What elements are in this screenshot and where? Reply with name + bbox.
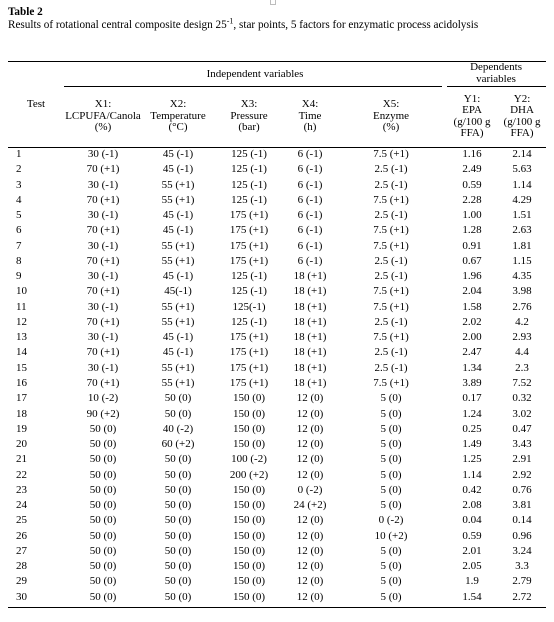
table-cell: 30 (-1): [87, 361, 119, 374]
table-cell: 30 (-1): [87, 209, 119, 222]
table-cell: 1.9: [465, 575, 479, 588]
table-cell: 5 (0): [380, 392, 402, 405]
header-x3-pressure: X3: Pressure (bar): [230, 98, 268, 134]
table-description: Results of rotational central composite design $25^{-1}$, star points, 5 factors for enzymatic process acidolysis: [8, 16, 479, 31]
table-cell: 1.25: [462, 453, 482, 466]
table-row: [8, 223, 546, 238]
table-cell: 2.5 (-1): [374, 270, 408, 283]
table-cell: 7.5 (+1): [373, 239, 409, 252]
table-cell: 12 (0): [296, 544, 324, 557]
table-cell: 1.58: [462, 300, 482, 313]
table-cell: 2.5 (-1): [374, 254, 408, 267]
table-cell: 12 (0): [296, 453, 324, 466]
table-row: [8, 391, 546, 406]
table-cell: 45 (-1): [162, 209, 194, 222]
table-cell: 1.14: [462, 468, 482, 481]
table-cell: 1.49: [462, 438, 482, 451]
table-row: [8, 574, 546, 589]
table-cell: 50 (0): [89, 590, 117, 603]
table-cell: 150 (0): [232, 483, 266, 496]
table-row: [8, 422, 546, 437]
table-cell: 1.24: [462, 407, 482, 420]
table-cell: 2.5 (-1): [374, 315, 408, 328]
table-cell: 6 (-1): [297, 239, 323, 252]
page-marker: [270, 0, 276, 5]
table-cell: 0.59: [462, 178, 482, 191]
test-number-cell: 22: [16, 468, 27, 481]
test-number-cell: 2: [16, 163, 22, 176]
table-cell: 5 (0): [380, 590, 402, 603]
table-cell: 0.14: [512, 514, 532, 527]
table-cell: 1.00: [462, 209, 482, 222]
table-cell: 70 (+1): [86, 193, 120, 206]
table-cell: 125 (-1): [231, 163, 267, 176]
table-cell: 30 (-1): [87, 331, 119, 344]
table-cell: 125 (-1): [231, 148, 267, 160]
table-cell: 50 (0): [89, 544, 117, 557]
table-cell: 3.98: [512, 285, 532, 298]
table-cell: 175 (+1): [229, 376, 269, 389]
table-cell: 55 (+1): [161, 178, 195, 191]
table-cell: 12 (0): [296, 392, 324, 405]
table-cell: 50 (0): [89, 468, 117, 481]
table-row: [8, 178, 546, 193]
table-row: [8, 269, 546, 284]
table-cell: 45 (-1): [162, 331, 194, 344]
table-row: [8, 300, 546, 315]
table-row: [8, 284, 546, 299]
table-cell: 125 (-1): [231, 270, 267, 283]
table-cell: 150 (0): [232, 422, 266, 435]
test-number-cell: 7: [16, 239, 22, 252]
table-cell: 70 (+1): [86, 285, 120, 298]
test-number-cell: 12: [16, 315, 27, 328]
test-number-cell: 15: [16, 361, 27, 374]
test-number-cell: 25: [16, 514, 27, 527]
table-cell: 0.32: [512, 392, 532, 405]
table-row: [8, 147, 546, 162]
table-cell: 1.81: [512, 239, 532, 252]
table-cell: 175 (+1): [229, 346, 269, 359]
table-cell: 50 (0): [89, 453, 117, 466]
table-cell: 50 (0): [164, 407, 192, 420]
table-cell: 30 (-1): [87, 300, 119, 313]
test-number-cell: 18: [16, 407, 27, 420]
table-cell: 50 (0): [164, 544, 192, 557]
table-cell: 2.14: [512, 148, 532, 160]
table-cell: 3.89: [462, 376, 482, 389]
table-cell: 55 (+1): [161, 254, 195, 267]
table-cell: 50 (0): [164, 575, 192, 588]
table-cell: 7.5 (+1): [373, 285, 409, 298]
table-cell: 55 (+1): [161, 376, 195, 389]
table-row: [8, 513, 546, 528]
header-dependent-variables: Dependents variables: [470, 61, 522, 85]
table-caption: [8, 6, 548, 32]
table-cell: 125 (-1): [231, 285, 267, 298]
table-cell: 6 (-1): [297, 148, 323, 160]
table-cell: 2.76: [512, 300, 532, 313]
table-bottom-rule: [8, 607, 546, 608]
test-number-cell: 17: [16, 392, 27, 405]
table-cell: 12 (0): [296, 529, 324, 542]
table-cell: 70 (+1): [86, 224, 120, 237]
results-table: [8, 61, 546, 605]
table-cell: 2.5 (-1): [374, 361, 408, 374]
header-x5-enzyme: X5: Enzyme (%): [372, 98, 410, 134]
table-cell: 7.5 (+1): [373, 224, 409, 237]
table-cell: 55 (+1): [161, 300, 195, 313]
table-row: [8, 529, 546, 544]
table-cell: 3.3: [515, 560, 529, 573]
test-number-cell: 20: [16, 438, 27, 451]
table-cell: 5 (0): [380, 422, 402, 435]
table-cell: 4.2: [515, 315, 529, 328]
table-row: [8, 376, 546, 391]
table-row: [8, 254, 546, 269]
table-cell: 2.5 (-1): [374, 209, 408, 222]
test-number-cell: 9: [16, 270, 22, 283]
table-cell: 1.54: [462, 590, 482, 603]
table-cell: 3.24: [512, 544, 532, 557]
table-cell: 50 (0): [89, 529, 117, 542]
table-cell: 2.72: [512, 590, 532, 603]
table-cell: 5 (0): [380, 453, 402, 466]
table-cell: 18 (+1): [293, 285, 327, 298]
test-number-cell: 30: [16, 590, 27, 603]
test-number-cell: 28: [16, 560, 27, 573]
table-cell: 1.96: [462, 270, 482, 283]
table-cell: 18 (+1): [293, 331, 327, 344]
table-cell: 100 (-2): [231, 453, 267, 466]
table-row: [8, 544, 546, 559]
table-cell: 3.43: [512, 438, 532, 451]
table-cell: 30 (-1): [87, 148, 119, 160]
table-cell: 5 (0): [380, 407, 402, 420]
table-cell: 6 (-1): [297, 209, 323, 222]
table-row: [8, 437, 546, 452]
table-cell: 18 (+1): [293, 315, 327, 328]
table-cell: 12 (0): [296, 468, 324, 481]
table-row: [8, 468, 546, 483]
table-cell: 6 (-1): [297, 193, 323, 206]
table-row: [8, 452, 546, 467]
header-x1-lcpufa-canola: X1: LCPUFA/Canola (%): [65, 98, 141, 134]
test-number-cell: 6: [16, 224, 22, 237]
table-cell: 200 (+2): [229, 468, 269, 481]
table-cell: 50 (0): [164, 453, 192, 466]
table-cell: 3.02: [512, 407, 532, 420]
table-cell: 2.5 (-1): [374, 163, 408, 176]
test-number-cell: 23: [16, 483, 27, 496]
table-cell: 50 (0): [164, 560, 192, 573]
table-cell: 40 (-2): [162, 422, 194, 435]
test-number-cell: 13: [16, 331, 27, 344]
table-cell: 70 (+1): [86, 346, 120, 359]
table-cell: 1.15: [512, 254, 532, 267]
table-cell: 0.25: [462, 422, 482, 435]
table-cell: 150 (0): [232, 544, 266, 557]
table-cell: 50 (0): [89, 575, 117, 588]
table-cell: 12 (0): [296, 422, 324, 435]
table-cell: 18 (+1): [293, 300, 327, 313]
table-cell: 7.5 (+1): [373, 331, 409, 344]
table-cell: 175 (+1): [229, 239, 269, 252]
table-cell: 0.17: [462, 392, 482, 405]
table-cell: 150 (0): [232, 407, 266, 420]
table-cell: 2.5 (-1): [374, 346, 408, 359]
table-cell: 5 (0): [380, 575, 402, 588]
table-cell: 7.5 (+1): [373, 376, 409, 389]
table-row: [8, 208, 546, 223]
table-cell: 45(-1): [164, 285, 192, 298]
table-cell: 45 (-1): [162, 270, 194, 283]
table-cell: 0.47: [512, 422, 532, 435]
table-cell: 55 (+1): [161, 193, 195, 206]
table-cell: 7.5 (+1): [373, 193, 409, 206]
table-cell: 24 (+2): [293, 499, 327, 512]
table-cell: 2.05: [462, 560, 482, 573]
test-number-cell: 29: [16, 575, 27, 588]
table-cell: 5 (0): [380, 483, 402, 496]
table-cell: 50 (0): [164, 468, 192, 481]
table-cell: 2.91: [512, 453, 532, 466]
table-cell: 150 (0): [232, 560, 266, 573]
table-cell: 2.63: [512, 224, 532, 237]
table-cell: 175 (+1): [229, 224, 269, 237]
test-number-cell: 27: [16, 544, 27, 557]
table-cell: 150 (0): [232, 499, 266, 512]
table-cell: 125 (-1): [231, 178, 267, 191]
table-cell: 12 (0): [296, 590, 324, 603]
test-number-cell: 8: [16, 254, 22, 267]
table-cell: 2.00: [462, 331, 482, 344]
table-cell: 6 (-1): [297, 254, 323, 267]
table-cell: 2.04: [462, 285, 482, 298]
table-cell: 2.02: [462, 315, 482, 328]
table-row: [8, 361, 546, 376]
table-cell: 175 (+1): [229, 254, 269, 267]
test-number-cell: 3: [16, 178, 22, 191]
table-cell: 5 (0): [380, 499, 402, 512]
table-cell: 70 (+1): [86, 376, 120, 389]
table-row: [8, 483, 546, 498]
table-row: [8, 498, 546, 513]
table-cell: 2.49: [462, 163, 482, 176]
table-row: [8, 315, 546, 330]
table-cell: 45 (-1): [162, 163, 194, 176]
table-row: [8, 559, 546, 574]
table-cell: 150 (0): [232, 529, 266, 542]
table-cell: 70 (+1): [86, 254, 120, 267]
table-cell: 4.4: [515, 346, 529, 359]
header-x4-time: X4: Time (h): [298, 98, 322, 134]
table-cell: 2.47: [462, 346, 482, 359]
table-cell: 125 (-1): [231, 315, 267, 328]
table-cell: 5 (0): [380, 544, 402, 557]
test-number-cell: 26: [16, 529, 27, 542]
table-cell: 0.42: [462, 483, 482, 496]
table-cell: 1.28: [462, 224, 482, 237]
table-cell: 12 (0): [296, 438, 324, 451]
table-cell: 150 (0): [232, 392, 266, 405]
test-number-cell: 4: [16, 193, 22, 206]
test-number-cell: 19: [16, 422, 27, 435]
table-cell: 45 (-1): [162, 224, 194, 237]
table-cell: 1.34: [462, 361, 482, 374]
table-row: [8, 330, 546, 345]
table-cell: 125 (-1): [231, 193, 267, 206]
header-y1-epa: Y1: EPA (g/100 g FFA): [453, 92, 491, 139]
table-cell: 2.79: [512, 575, 532, 588]
table-cell: 5 (0): [380, 560, 402, 573]
table-row: [8, 407, 546, 422]
table-cell: 175 (+1): [229, 361, 269, 374]
table-cell: 12 (0): [296, 407, 324, 420]
test-number-cell: 24: [16, 499, 27, 512]
table-cell: 50 (0): [164, 529, 192, 542]
table-cell: 5 (0): [380, 438, 402, 451]
table-row: [8, 193, 546, 208]
table-row: [8, 345, 546, 360]
test-number-cell: 21: [16, 453, 27, 466]
table-cell: 0.76: [512, 483, 532, 496]
table-cell: 18 (+1): [293, 376, 327, 389]
table-cell: 90 (+2): [86, 407, 120, 420]
table-cell: 50 (0): [164, 392, 192, 405]
table-cell: 70 (+1): [86, 163, 120, 176]
table-cell: 0.04: [462, 514, 482, 527]
table-cell: 10 (-2): [87, 392, 119, 405]
table-cell: 12 (0): [296, 560, 324, 573]
table-cell: 2.92: [512, 468, 532, 481]
table-cell: 0 (-2): [378, 514, 404, 527]
table-cell: 50 (0): [89, 499, 117, 512]
table-cell: 5.63: [512, 163, 532, 176]
table-cell: 30 (-1): [87, 270, 119, 283]
table-cell: 30 (-1): [87, 239, 119, 252]
table-cell: 2.3: [515, 361, 529, 374]
header-test: Test: [26, 98, 46, 110]
table-cell: 6 (-1): [297, 163, 323, 176]
table-cell: 0.91: [462, 239, 482, 252]
table-cell: 7.52: [512, 376, 532, 389]
table-cell: 4.29: [512, 193, 532, 206]
table-cell: 45 (-1): [162, 148, 194, 160]
test-number-cell: 16: [16, 376, 27, 389]
table-cell: 1.14: [512, 178, 532, 191]
table-cell: 55 (+1): [161, 239, 195, 252]
table-cell: 5 (0): [380, 468, 402, 481]
test-number-cell: 10: [16, 285, 27, 298]
table-cell: 0 (-2): [297, 483, 323, 496]
table-cell: 50 (0): [89, 422, 117, 435]
table-cell: 45 (-1): [162, 346, 194, 359]
test-number-cell: 5: [16, 209, 22, 222]
table-cell: 50 (0): [164, 590, 192, 603]
table-cell: 7.5 (+1): [373, 300, 409, 313]
header-x2-temperature: X2: Temperature (°C): [150, 98, 206, 134]
table-cell: 10 (+2): [374, 529, 408, 542]
table-cell: 0.96: [512, 529, 532, 542]
table-cell: 18 (+1): [293, 270, 327, 283]
table-cell: 3.81: [512, 499, 532, 512]
table-row: [8, 590, 546, 605]
table-cell: 70 (+1): [86, 315, 120, 328]
table-cell: 12 (0): [296, 514, 324, 527]
table-cell: 0.67: [462, 254, 482, 267]
table-cell: 55 (+1): [161, 315, 195, 328]
header-independent-variables: Independent variables: [206, 67, 304, 80]
table-cell: 2.5 (-1): [374, 178, 408, 191]
header-y2-dha: Y2: DHA (g/100 g FFA): [503, 92, 541, 139]
table-cell: 30 (-1): [87, 178, 119, 191]
table-cell: 175 (+1): [229, 209, 269, 222]
test-number-cell: 1: [16, 148, 22, 160]
table-cell: 7.5 (+1): [373, 148, 409, 160]
table-cell: 50 (0): [89, 560, 117, 573]
table-cell: 175 (+1): [229, 331, 269, 344]
table-cell: 2.93: [512, 331, 532, 344]
table-cell: 150 (0): [232, 575, 266, 588]
table-cell: 60 (+2): [161, 438, 195, 451]
table-cell: 150 (0): [232, 438, 266, 451]
table-cell: 50 (0): [164, 499, 192, 512]
table-cell: 0.59: [462, 529, 482, 542]
table-cell: 50 (0): [164, 514, 192, 527]
table-title: Table 2: [8, 6, 43, 18]
table-row: [8, 162, 546, 177]
table-cell: 125(-1): [232, 300, 266, 313]
table-cell: 12 (0): [296, 575, 324, 588]
table-row: [8, 239, 546, 254]
test-number-cell: 11: [16, 300, 27, 313]
table-cell: 50 (0): [164, 483, 192, 496]
table-cell: 55 (+1): [161, 361, 195, 374]
table-cell: 1.51: [512, 209, 532, 222]
table-cell: 18 (+1): [293, 361, 327, 374]
table-cell: 6 (-1): [297, 178, 323, 191]
table-cell: 2.01: [462, 544, 482, 557]
table-cell: 18 (+1): [293, 346, 327, 359]
table-cell: 50 (0): [89, 438, 117, 451]
table-cell: 4.35: [512, 270, 532, 283]
test-number-cell: 14: [16, 346, 27, 359]
table-cell: 1.16: [462, 148, 482, 160]
table-cell: 2.28: [462, 193, 482, 206]
table-cell: 150 (0): [232, 514, 266, 527]
table-cell: 50 (0): [89, 514, 117, 527]
table-cell: 150 (0): [232, 590, 266, 603]
table-cell: 2.08: [462, 499, 482, 512]
table-cell: 6 (-1): [297, 224, 323, 237]
table-cell: 50 (0): [89, 483, 117, 496]
